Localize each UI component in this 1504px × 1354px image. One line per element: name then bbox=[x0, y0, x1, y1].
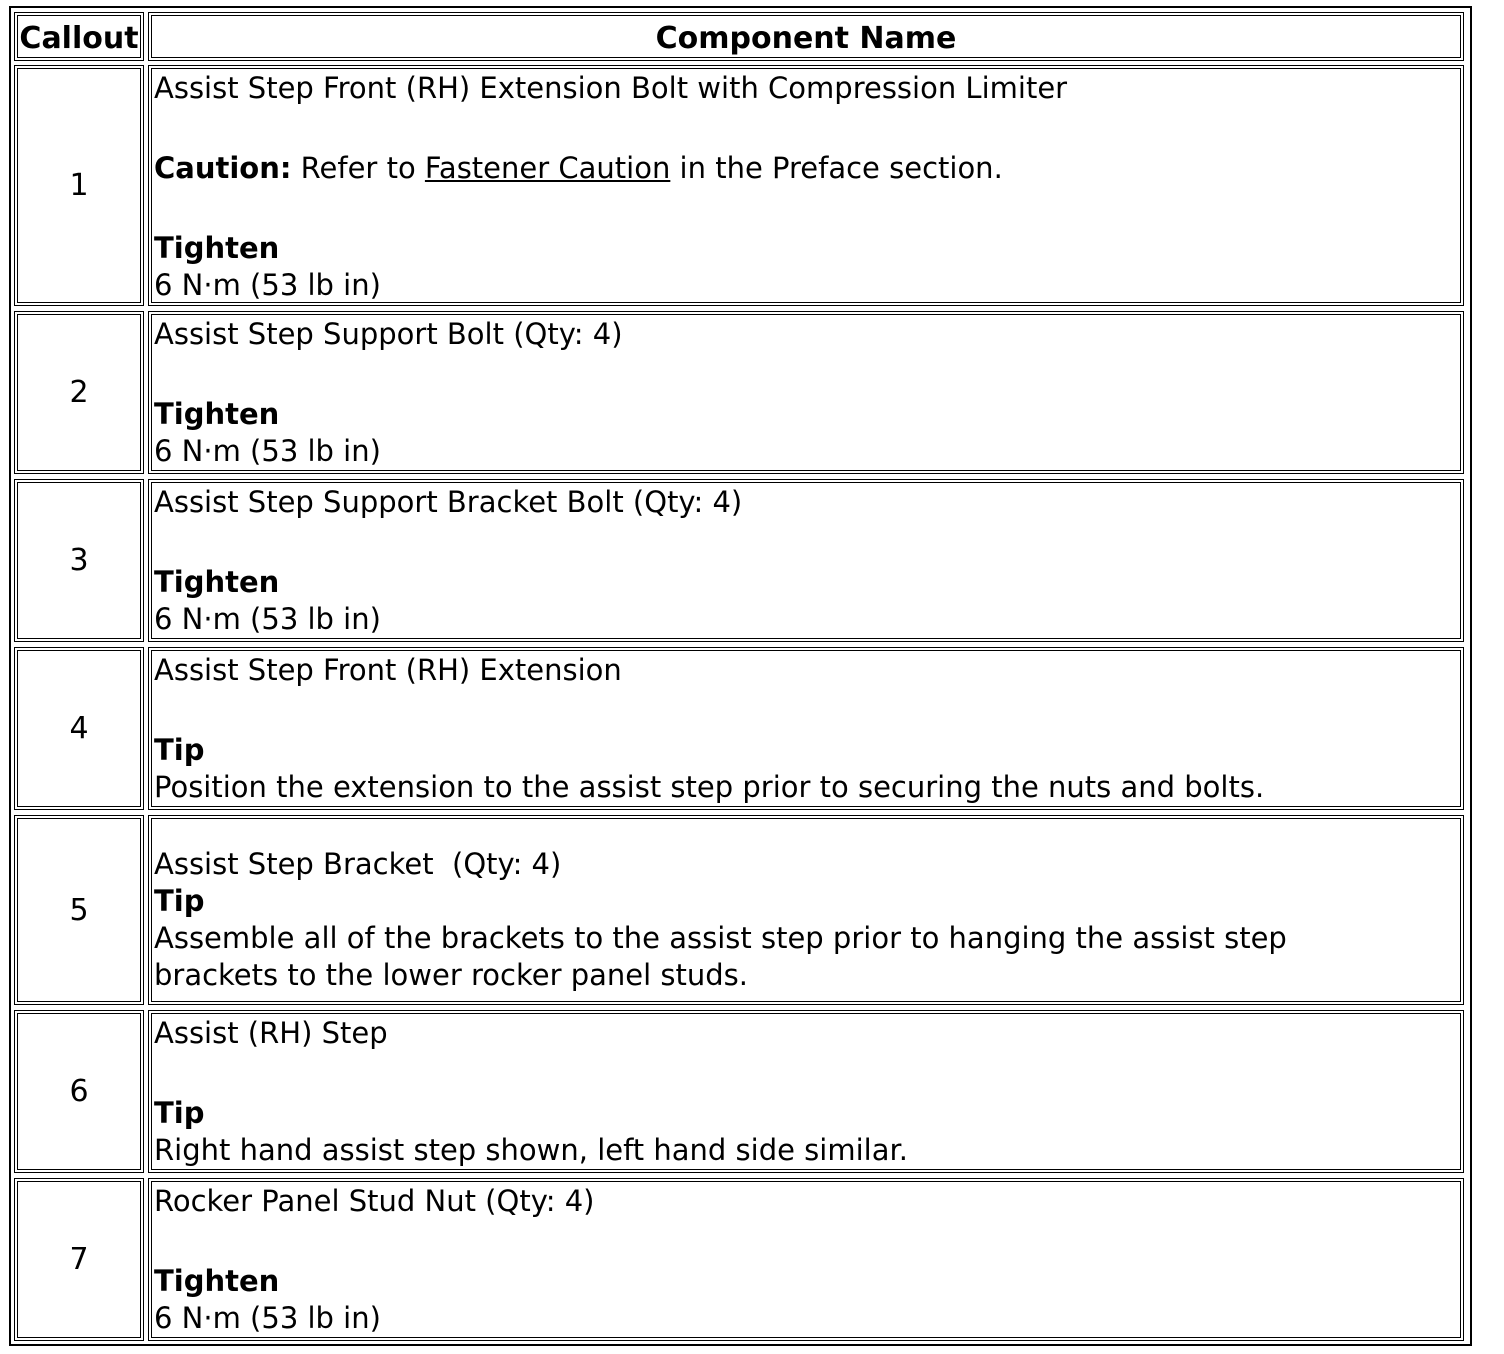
table-row-3-callout bbox=[14, 479, 144, 642]
note-label: Tighten bbox=[154, 397, 280, 431]
callout-number: 6 bbox=[69, 1074, 89, 1109]
fastener-caution-link[interactable]: Fastener Caution bbox=[424, 151, 671, 185]
table-row-3-component bbox=[148, 479, 1464, 642]
component-title: Assist Step Support Bracket Bolt (Qty: 4) bbox=[154, 485, 743, 519]
table-row-1-callout bbox=[14, 65, 144, 306]
note-label: Tighten bbox=[154, 565, 280, 599]
note-text: 6 N·m (53 lb in) bbox=[154, 602, 381, 636]
callout-number: 1 bbox=[69, 168, 89, 203]
note-label: Tighten bbox=[154, 231, 280, 265]
header-callout-label: Callout bbox=[19, 21, 139, 56]
note-text: 6 N·m (53 lb in) bbox=[154, 434, 381, 468]
table-row-4-component bbox=[148, 647, 1464, 810]
note-text: Assemble all of the brackets to the assist step prior to hanging the assist step bbox=[154, 921, 1287, 955]
table-row-5-component bbox=[148, 815, 1464, 1005]
table-row-7-component bbox=[148, 1178, 1464, 1341]
note-label: Tip bbox=[154, 733, 205, 767]
caution-text-pre: Refer to bbox=[291, 151, 425, 185]
table-row-7-callout bbox=[14, 1178, 144, 1341]
caution-note bbox=[154, 150, 1463, 187]
callout-number: 7 bbox=[69, 1242, 89, 1277]
table-row-6-component bbox=[148, 1010, 1464, 1173]
note-text: 6 N·m (53 lb in) bbox=[154, 268, 381, 302]
header-callout bbox=[14, 12, 144, 61]
header-component-name-label: Component Name bbox=[655, 21, 957, 56]
component-title: Assist Step Bracket (Qty: 4) bbox=[154, 847, 562, 881]
table-row-2-component bbox=[148, 311, 1464, 474]
callout-number: 5 bbox=[69, 892, 89, 928]
caution-label: Caution: bbox=[154, 151, 292, 185]
note-text-continued: brackets to the lower rocker panel studs. bbox=[154, 958, 748, 992]
header-component-name bbox=[148, 12, 1464, 61]
table-row-2-callout bbox=[14, 311, 144, 474]
table-row-4-callout bbox=[14, 647, 144, 810]
callout-number: 2 bbox=[69, 375, 89, 410]
callout-number: 3 bbox=[69, 543, 89, 578]
table-row-5-callout bbox=[14, 815, 144, 1005]
note-label: Tighten bbox=[154, 1264, 280, 1298]
component-title: Assist Step Front (RH) Extension Bolt with Compression Limiter bbox=[154, 71, 1068, 105]
callout-number: 4 bbox=[69, 711, 89, 746]
note-label: Tip bbox=[154, 1096, 205, 1130]
note-text: Position the extension to the assist step prior to securing the nuts and bolts. bbox=[154, 770, 1265, 804]
component-title: Assist (RH) Step bbox=[154, 1016, 388, 1050]
component-title: Assist Step Front (RH) Extension bbox=[154, 653, 622, 687]
note-text: 6 N·m (53 lb in) bbox=[154, 1301, 381, 1335]
caution-text-post: in the Preface section. bbox=[670, 151, 1003, 185]
table-row-6-callout bbox=[14, 1010, 144, 1173]
table-row-1-component bbox=[148, 65, 1464, 306]
component-title: Rocker Panel Stud Nut (Qty: 4) bbox=[154, 1184, 595, 1218]
component-title: Assist Step Support Bolt (Qty: 4) bbox=[154, 317, 623, 351]
note-label: Tip bbox=[154, 884, 205, 918]
note-text: Right hand assist step shown, left hand side similar. bbox=[154, 1133, 908, 1167]
